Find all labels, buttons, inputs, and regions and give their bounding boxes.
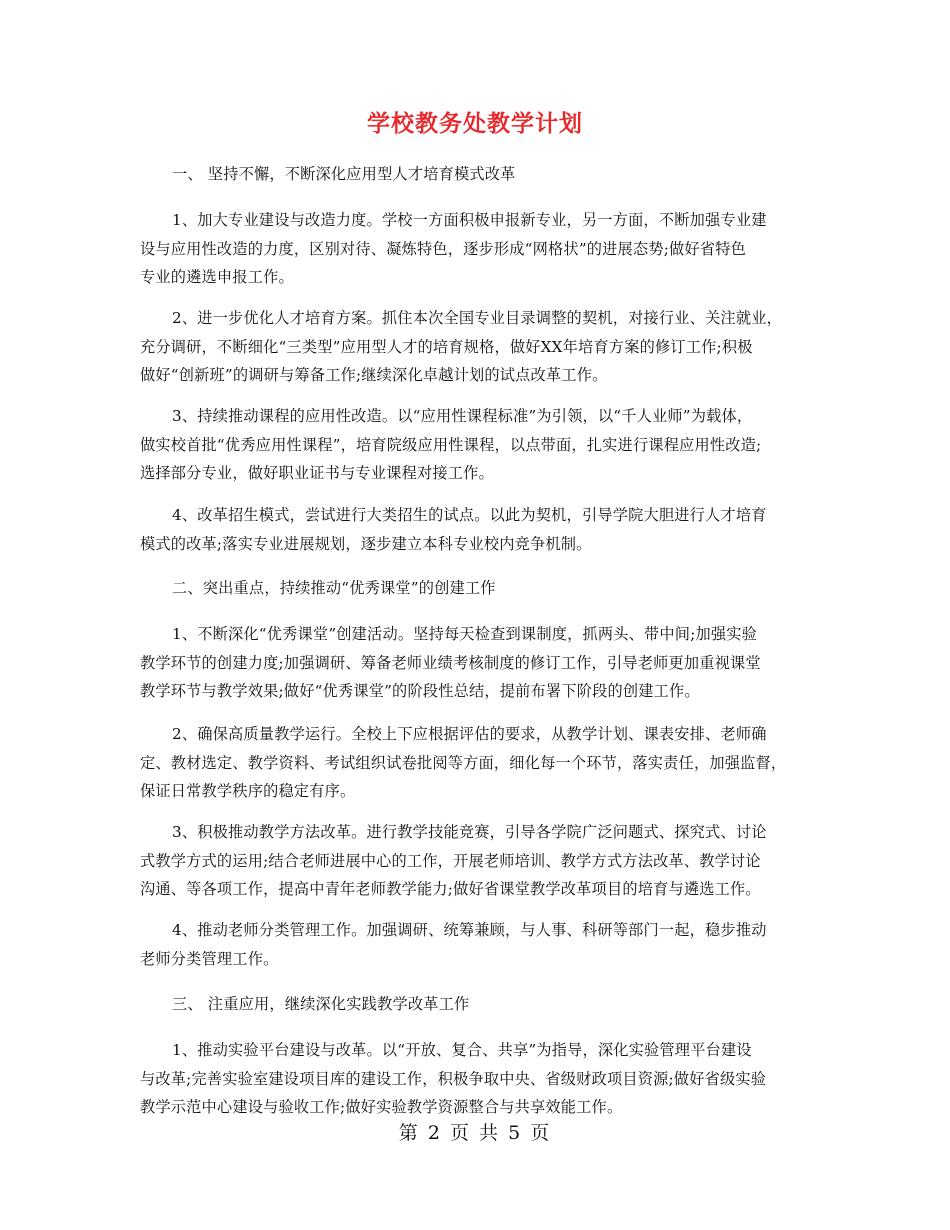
paragraph-1-1 xyxy=(140,206,812,292)
section-heading-2 xyxy=(140,574,812,603)
text-line: 模式的改革;落实专业进展规划，逐步建立本科专业校内竞争机制。 xyxy=(140,534,592,553)
text-line: 3、积极推动教学方法改革。进行教学技能竞赛，引导各学院广泛问题式、探究式、讨论 xyxy=(172,823,767,841)
footer-suffix: 页 xyxy=(530,1122,552,1144)
text-line: 与改革;完善实验室建设项目库的建设工作，积极争取中央、省级财政项目资源;做好省级实验 xyxy=(140,1069,767,1088)
text-line: 充分调研，不断细化“三类型”应用型人才的培育规格，做好XX年培育方案的修订工作;积极 xyxy=(140,337,753,356)
text-line: 1、不断深化“优秀课堂”创建活动。坚持每天检查到课制度，抓两头、带中间;加强实验 xyxy=(172,625,758,643)
text-line: 2、确保高质量教学运行。全校上下应根据评估的要求，从教学计划、课表安排、老师确 xyxy=(172,725,767,743)
text-line: 教学环节的创建力度;加强调研、筹备老师业绩考核制度的修订工作，引导老师更加重视课堂 xyxy=(140,653,761,672)
footer-prefix: 第 xyxy=(398,1122,420,1144)
text-line: 老师分类管理工作。 xyxy=(140,949,279,968)
text-line: 专业的遴选申报工作。 xyxy=(140,268,294,286)
section-heading-1 xyxy=(140,160,812,189)
footer-middle: 页 共 xyxy=(449,1122,501,1144)
text-line: 保证日常教学秩序的稳定有序。 xyxy=(140,782,356,800)
paragraph-1-3 xyxy=(140,402,812,488)
text-line: 1、推动实验平台建设与改革。以“开放、复合、共享”为指导，深化实验管理平台建设 xyxy=(172,1041,752,1059)
text-line: 式教学方式的运用;结合老师进展中心的工作，开展老师培训、教学方式方法改革、教学讨论 xyxy=(140,851,761,870)
total-page-count: 5 xyxy=(508,1122,523,1144)
current-page-number: 2 xyxy=(427,1122,442,1144)
paragraph-2-3 xyxy=(140,818,812,904)
text-line: 做好“创新班”的调研与筹备工作;继续深化卓越计划的试点改革工作。 xyxy=(140,366,608,384)
text-line: 设与应用性改造的力度，区别对待、凝炼特色，逐步形成“网格状”的进展态势;做好省特色 xyxy=(140,239,746,258)
text-line: 4、改革招生模式，尝试进行大类招生的试点。以此为契机，引导学院大胆进行人才培育 xyxy=(172,506,767,524)
paragraph-2-2 xyxy=(140,720,812,806)
paragraph-2-1 xyxy=(140,620,812,706)
text-line: 做实校首批“优秀应用性课程”，培育院级应用性课程，以点带面，扎实进行课程应用性改造; xyxy=(140,435,762,454)
section-heading-3 xyxy=(140,990,812,1019)
text-line: 3、持续推动课程的应用性改造。以“应用性课程标准”为引领，以“千人业师”为载体， xyxy=(172,407,753,425)
document-title: 学校教务处教学计划 xyxy=(367,110,583,137)
text-line: 教学示范中心建设与验收工作;做好实验教学资源整合与共享效能工作。 xyxy=(140,1098,623,1116)
text-line: 教学环节与教学效果;做好“优秀课堂”的阶段性总结，提前布署下阶段的创建工作。 xyxy=(140,682,700,700)
text-line: 一、 坚持不懈，不断深化应用型人才培育模式改革 xyxy=(172,165,516,183)
text-line: 二、突出重点，持续推动“优秀课堂”的创建工作 xyxy=(172,579,496,597)
paragraph-3-1 xyxy=(140,1036,812,1122)
text-line: 定、教材选定、教学资料、考试组织试卷批阅等方面，细化每一个环节，落实责任，加强监督， xyxy=(140,753,787,772)
page-footer xyxy=(0,1118,950,1148)
paragraph-1-4 xyxy=(140,501,812,558)
text-line: 2、进一步优化人才培育方案。抓住本次全国专业目录调整的契机，对接行业、关注就业， xyxy=(172,309,782,327)
text-line: 三、 注重应用，继续深化实践教学改革工作 xyxy=(172,995,470,1013)
text-line: 选择部分专业，做好职业证书与专业课程对接工作。 xyxy=(140,464,494,482)
text-line: 沟通、等各项工作，提高中青年老师教学能力;做好省课堂教学改革项目的培育与遴选工作。 xyxy=(140,880,761,898)
text-line: 4、推动老师分类管理工作。加强调研、统筹兼顾，与人事、科研等部门一起，稳步推动 xyxy=(172,921,767,939)
paragraph-2-4 xyxy=(140,916,812,973)
text-line: 1、加大专业建设与改造力度。学校一方面积极申报新专业，另一方面，不断加强专业建 xyxy=(172,211,767,229)
paragraph-1-2 xyxy=(140,304,812,390)
